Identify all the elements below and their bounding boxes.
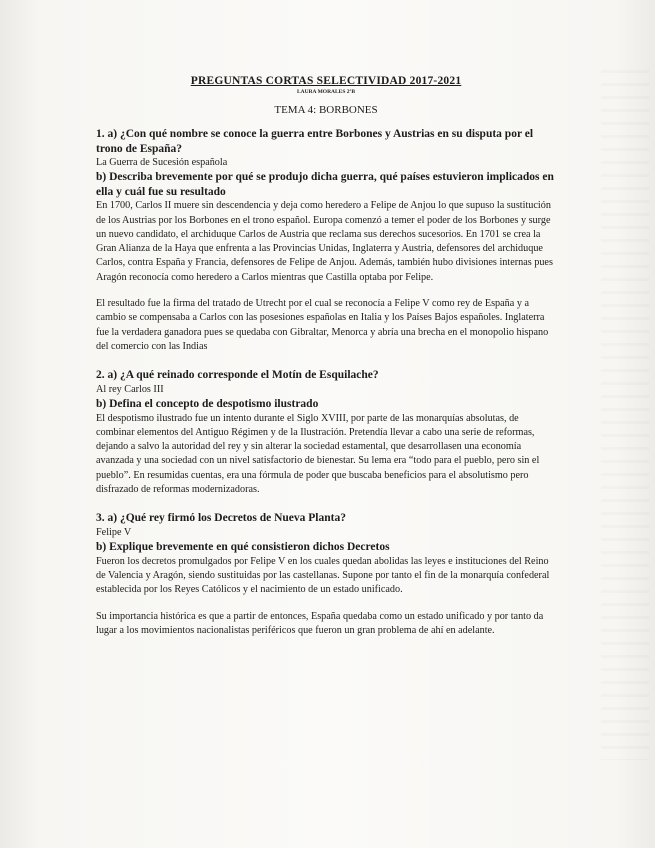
question-1a: 1. a) ¿Con qué nombre se conoce la guerra entre Borbones y Austrias en su disputa por el trono de España?	[96, 128, 534, 155]
document-title: PREGUNTAS CORTAS SELECTIVIDAD 2017-2021	[190, 75, 462, 87]
section-gap	[96, 354, 556, 368]
answer-2a: Al rey Carlos III	[96, 383, 164, 395]
question-2a: 2. a) ¿A qué reinado corresponde el Motín de Esquilache?	[96, 369, 379, 382]
question-1b: b) Describa brevemente por qué se produjo dicha guerra, qué países estuvieron implicados en ella y cuál fue su resultado	[96, 171, 554, 198]
answer-3b-paragraph-2: Su importancia histórica es que a partir de entonces, España quedaba como un estado unificado y por tanto da lugar a los movimientos nacionalistas periféricos que fueron un gran problema de ahí en adelante.	[96, 610, 544, 636]
paragraph-gap	[96, 285, 556, 297]
answer-1b-paragraph-2: El resultado fue la firma del tratado de Utrecht por el cual se reconocía a Felipe V como rey de España y a cambio se compensaba a Carlos con las posesiones españolas en Italia y los Países Bajos españoles. Inglaterra fue la verdadera ganadora pues se quedaba con Gibraltar, Menorca y abría una brecha en el monopolio hispano del comercio con las Indias	[96, 298, 549, 352]
answer-3b-paragraph-1: Fueron los decretos promulgados por Felipe V en los cuales quedan abolidas las leyes e instituciones del Reino de Valencia y Aragón, siendo sustituidas por las castellanas. Supone por tanto el fin de la monarquía confederal establecida por los Reyes Católicos y el nacimiento de un estado unificado.	[96, 555, 550, 596]
answer-1a: La Guerra de Sucesión española	[96, 157, 228, 168]
answer-1b-paragraph-1: En 1700, Carlos II muere sin descendencia y deja como heredero a Felipe de Anjou lo que supuso la sustitución de los Austrias por los Borbones en el trono español. Europa comenzó a temer el poder de los Borbones y surge un nuevo candidato, el archiduque Carlos de Austria que reclama sus derechos sucesorios. En 1701 se crea la Gran Alianza de la Haya que enfrenta a las Provincias Unidas, Inglaterra y Austria, defensores del archiduque Carlos, contra España y Francia, defensores de Felipe de Anjou. Además, también hubo divisiones internas pues Aragón reconocía como heredero a Carlos mientras que Castilla optaba por Felipe.	[96, 200, 553, 283]
answer-2b: El despotismo ilustrado fue un intento durante el Siglo XVIII, por parte de las monarquías absolutas, de combinar elementos del Antiguo Régimen y de la Ilustración. Pretendía llevar a cabo una serie de reformas, dejando a salvo la autoridad del rey y sin alterar la sociedad estamental, que desarrollasen una economía avanzada y una sociedad con un nivel satisfactorio de bienestar. Su lema era “todo para el pueblo, pero sin el pueblo”. En resumidas cuentas, era una fórmula de poder que buscaba beneficios para el absolutismo pero disfrazado de reformas modernizadoras.	[96, 412, 540, 496]
document-author: LAURA MORALES 2ºB	[296, 89, 356, 95]
question-3a: 3. a) ¿Qué rey firmó los Decretos de Nueva Planta?	[96, 512, 346, 525]
question-3b: b) Explique brevemente en qué consistieron dichos Decretos	[96, 541, 390, 554]
question-2b: b) Defina el concepto de despotismo ilustrado	[96, 398, 319, 411]
answer-3a: Felipe V	[96, 526, 132, 538]
document-content	[96, 74, 556, 638]
topic-heading: TEMA 4: BORBONES	[274, 104, 378, 116]
paragraph-gap	[96, 598, 556, 610]
scan-bleed-through	[601, 70, 649, 760]
section-gap	[96, 497, 556, 511]
